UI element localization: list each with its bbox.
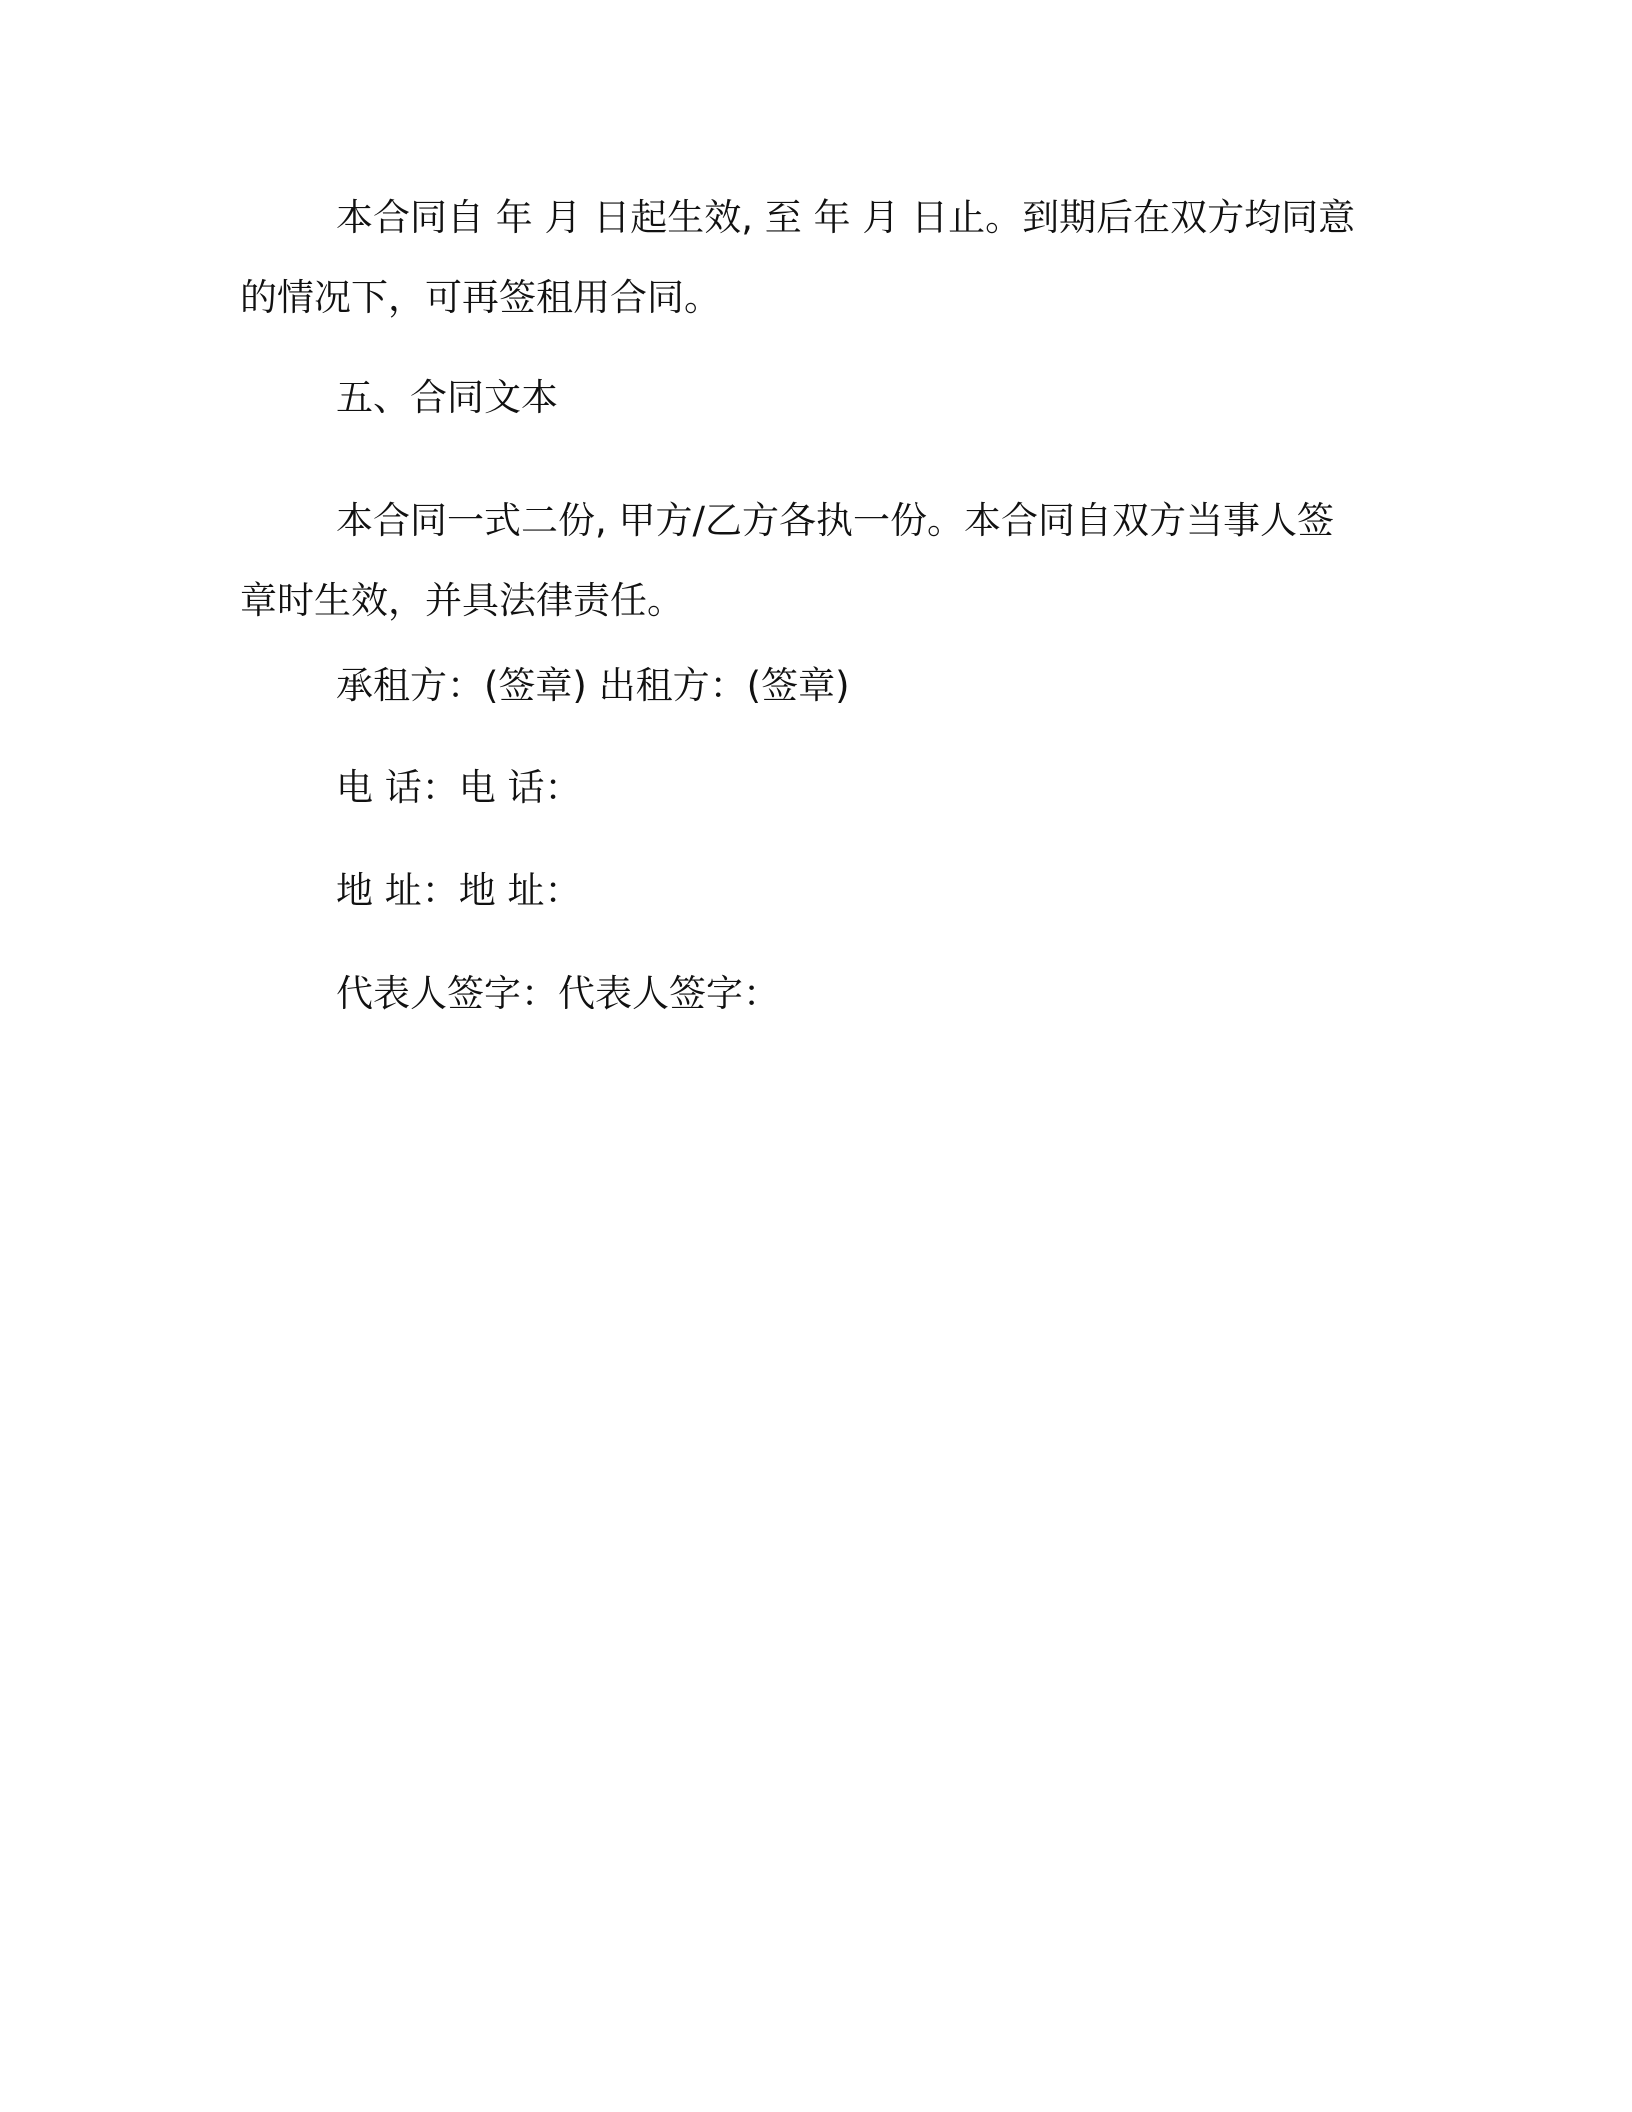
representative-signature-line: 代表人签字：代表人签字： (336, 972, 780, 1015)
signature-line: 承租方：(签章) 出租方：(签章) (336, 664, 850, 707)
contract-text-paragraph: 本合同一式二份, 甲方/乙方各执一份。本合同自双方当事人签章时生效，并具法律责任。 (240, 499, 1334, 622)
term-paragraph: 本合同自 年 月 日起生效, 至 年 月 日止。到期后在双方均同意的情况下，可再签租用合同。 (240, 196, 1356, 319)
address-line: 地 址：地 址： (336, 869, 582, 912)
phone-line: 电 话：电 话： (336, 766, 582, 809)
section-title: 五、合同文本 (336, 376, 558, 419)
